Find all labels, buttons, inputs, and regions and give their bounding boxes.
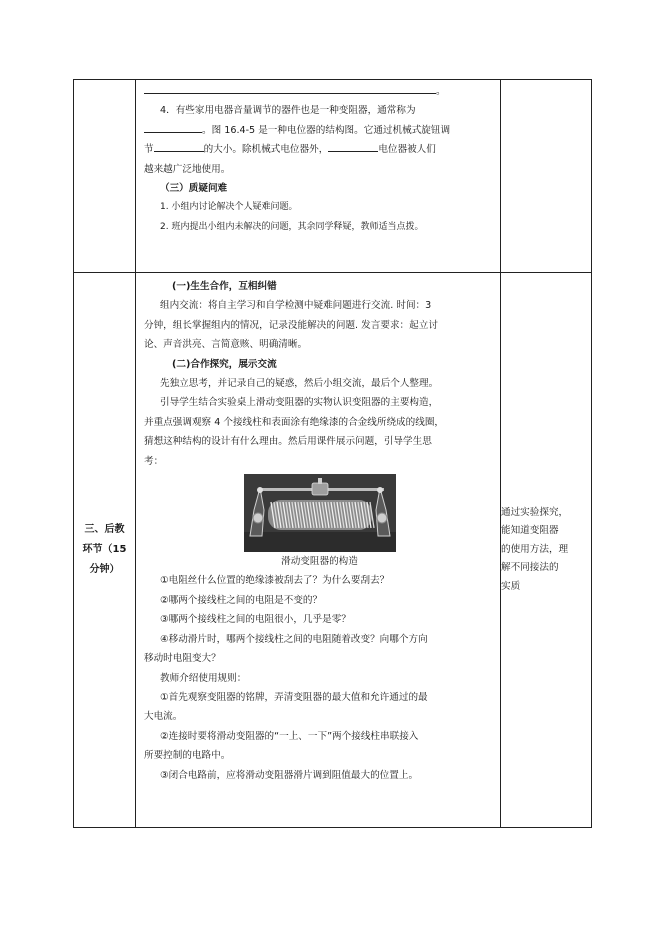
text-line: 猜想这种结构的设计有什么理由。然后用课件展示问题，引导学生思 — [144, 436, 432, 448]
text-line: 考： — [144, 455, 164, 467]
text-line: 节 的大小。除机械式电位器外， 电位器被人们 — [144, 140, 495, 159]
text-line: 引导学生结合实验桌上滑动变阻器的实物认识变阻器的主要构造， — [160, 397, 439, 409]
question-item: 移动时电阻变大？ — [144, 653, 221, 665]
fill-blank — [144, 121, 202, 133]
text-line: 分钟，组长掌握组内的情况，记录没能解决的问题. 发言要求：起立讨 — [144, 319, 438, 331]
text-line: 论、声音洪亮、言简意赅、明确清晰。 — [144, 339, 308, 351]
list-item: 1. 小组内讨论解决个人疑难问题。 — [160, 202, 298, 213]
rheostat-photo — [244, 474, 396, 552]
label-cell-empty — [74, 80, 136, 273]
text-line: 越来越广泛地使用。 — [144, 163, 231, 175]
note-cell-empty — [501, 80, 592, 273]
content-cell — [136, 80, 501, 273]
part1-title: (一)生生合作，互相纠错 — [172, 281, 277, 292]
rheostat-figure — [144, 471, 495, 552]
figure-caption: 滑动变阻器的构造 — [281, 556, 358, 568]
rules-title: 教师介绍使用规则： — [160, 672, 247, 684]
fill-blank — [144, 82, 436, 94]
question-item: ④移动滑片时，哪两个接线柱之间的电阻随着改变？向哪个方向 — [160, 633, 428, 645]
text-line: 。图 16.4-5 是一种电位器的结构图。它通过机械式旋钮调 — [144, 121, 495, 140]
text-line: 。 — [144, 82, 495, 101]
table-row — [74, 273, 592, 828]
text-line: 并重点强调观察 4 个接线柱和表面涂有绝缘漆的合金线所绕成的线圈， — [144, 416, 445, 428]
part2-title: (二)合作探究，展示交流 — [172, 358, 277, 370]
text-line: 先独立思考，并记录自己的疑惑，然后小组交流，最后个人整理。 — [160, 378, 439, 390]
rule-item: ③闭合电路前，应将滑动变阻器滑片调到阻值最大的位置上。 — [160, 769, 419, 781]
lesson-plan-table — [73, 79, 592, 828]
note-cell: 通过实验探究， 能知道变阻器 的使用方法，理 解不同接法的 实质 — [501, 273, 592, 828]
section-title: （三）质疑问难 — [160, 183, 228, 195]
text-line: 4．有些家用电器音量调节的器件也是一种变阻器，通常称为 — [160, 105, 416, 117]
question-item: ③哪两个接线柱之间的电阻很小，几乎是零？ — [160, 614, 351, 626]
text-line: 组内交流：将自主学习和自学检测中疑难问题进行交流. 时间：3 — [160, 300, 432, 312]
rule-item: ②连接时要将滑动变阻器的“一上、一下”两个接线柱串联接入 — [160, 730, 419, 742]
list-item: 2. 班内提出小组内未解决的问题，其余同学释疑，教师适当点拨。 — [160, 221, 424, 232]
content-cell — [136, 273, 501, 828]
rule-item: ①首先观察变阻器的铭牌，弄清变阻器的最大值和允许通过的最 — [160, 691, 428, 703]
question-item: ①电阻丝什么位置的绝缘漆被刮去了？为什么要刮去？ — [160, 575, 390, 587]
table-row — [74, 80, 592, 273]
fill-blank — [154, 140, 204, 152]
rule-item: 大电流。 — [144, 711, 183, 723]
fill-blank — [328, 140, 378, 152]
rule-item: 所要控制的电路中。 — [144, 750, 231, 762]
section-label: 三、后教 环节（15 分钟） — [74, 273, 136, 828]
question-item: ②哪两个接线柱之间的电阻是不变的？ — [160, 594, 323, 606]
